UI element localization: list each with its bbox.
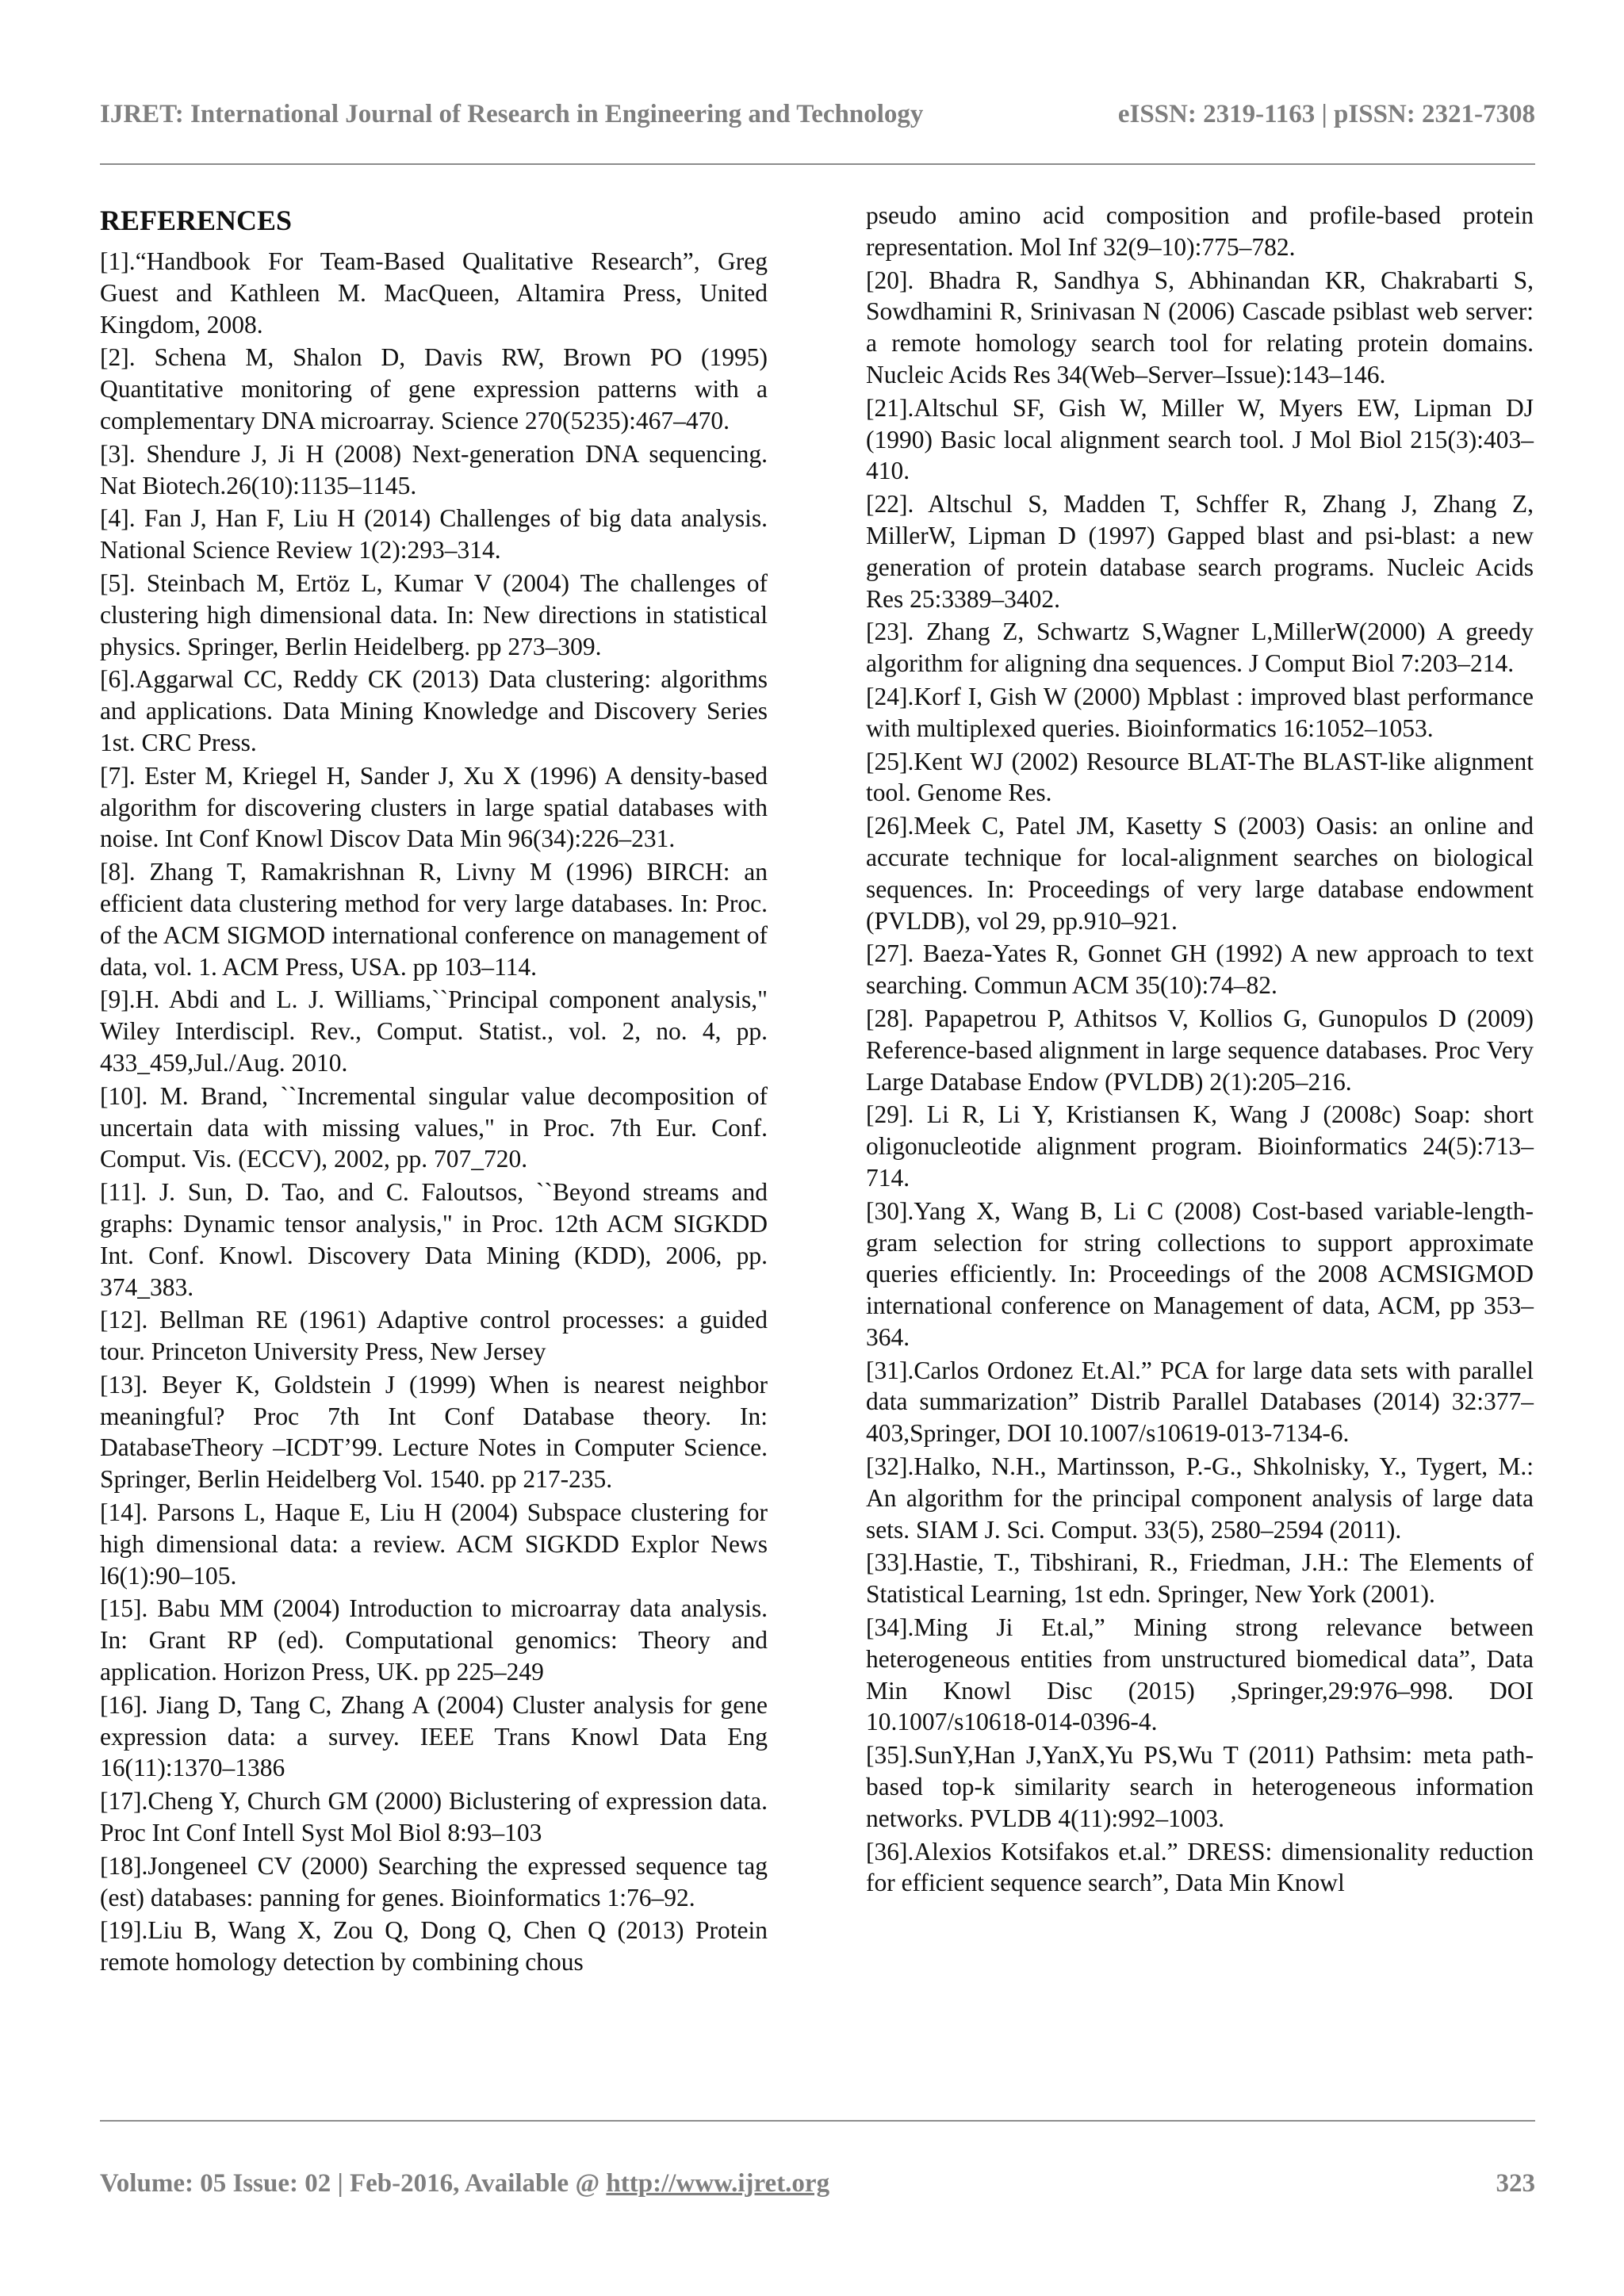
reference-entry: [35].SunY,Han J,YanX,Yu PS,Wu T (2011) Pathsim: meta path-based top-k similarity search in heterogeneous information networks. PVLDB 4(11):992–1003. (866, 1741, 1534, 1832)
references-column-right (866, 200, 1534, 1900)
reference-entry: [2]. Schena M, Shalon D, Davis RW, Brown PO (1995) Quantitative monitoring of gene expression patterns with a complementary DNA microarray. Science 270(5235):467–470. (100, 343, 768, 434)
reference-entry: [28]. Papapetrou P, Athitsos V, Kollios G, Gunopulos D (2009) Reference-based alignment in large sequence databases. Proc Very Large Database Endow (PVLDB) 2(1):205–216. (866, 1004, 1534, 1096)
reference-entry: [29]. Li R, Li Y, Kristiansen K, Wang J (2008c) Soap: short oligonucleotide alignment program. Bioinformatics 24(5):713–714. (866, 1100, 1534, 1192)
reference-entry: [22]. Altschul S, Madden T, Schffer R, Zhang J, Zhang Z, MillerW, Lipman D (1997) Gapped blast and psi-blast: a new generation of protein database search programs. Nucleic Acids Res 25:3389–3402. (866, 490, 1534, 613)
header-divider (100, 163, 1535, 165)
page-header (100, 94, 1535, 138)
reference-entry: [19].Liu B, Wang X, Zou Q, Dong Q, Chen Q (2013) Protein remote homology detection by combining chous (100, 1916, 768, 1976)
reference-entry: [21].Altschul SF, Gish W, Miller W, Myers EW, Lipman DJ (1990) Basic local alignment search tool. J Mol Biol 215(3):403–410. (866, 393, 1534, 485)
references-column-left (100, 200, 768, 1980)
volume-info (100, 2169, 829, 2198)
reference-entry: [15]. Babu MM (2004) Introduction to microarray data analysis. In: Grant RP (ed). Computational genomics: Theory and application. Horizon Press, UK. pp 225–249 (100, 1594, 768, 1686)
volume-text: Volume: 05 Issue: 02 | Feb-2016, Available @ (100, 2169, 607, 2198)
reference-entry: [12]. Bellman RE (1961) Adaptive control processes: a guided tour. Princeton University Press, New Jersey (100, 1306, 768, 1366)
section-heading: REFERENCES (100, 205, 293, 236)
reference-entry: [8]. Zhang T, Ramakrishnan R, Livny M (1996) BIRCH: an efficient data clustering method for very large databases. In: Proc. of the ACM SIGMOD international conference on management of data, vol. 1. ACM Press, USA. pp 103–114. (100, 858, 768, 981)
reference-entry: [33].Hastie, T., Tibshirani, R., Friedman, J.H.: The Elements of Statistical Learning, 1st edn. Springer, New York (2001). (866, 1548, 1534, 1609)
reference-entry: [26].Meek C, Patel JM, Kasetty S (2003) Oasis: an online and accurate technique for local-alignment searches on biological sequences. In: Proceedings of very large database endowment (PVLDB), vol 29, pp.910–921. (866, 812, 1534, 935)
page-number: 323 (1496, 2169, 1535, 2198)
reference-entry: [17].Cheng Y, Church GM (2000) Biclustering of expression data. Proc Int Conf Intell Syst Mol Biol 8:93–103 (100, 1787, 768, 1847)
reference-entry: [27]. Baeza-Yates R, Gonnet GH (1992) A new approach to text searching. Commun ACM 35(10):74–82. (866, 939, 1534, 1000)
reference-entry: [23]. Zhang Z, Schwartz S,Wagner L,MillerW(2000) A greedy algorithm for aligning dna sequences. J Comput Biol 7:203–214. (866, 618, 1534, 678)
reference-entry: [18].Jongeneel CV (2000) Searching the expressed sequence tag (est) databases: panning for genes. Bioinformatics 1:76–92. (100, 1851, 768, 1911)
reference-entry: [36].Alexios Kotsifakos et.al.” DRESS: dimensionality reduction for efficient sequence search”, Data Min Knowl (866, 1837, 1534, 1897)
page-footer (100, 2169, 1535, 2209)
reference-entry: [34].Ming Ji Et.al,” Mining strong relevance between heterogeneous entities from unstructured biomedical data”, Data Min Knowl Disc (2015) ,Springer,29:976–998. DOI 10.1007/s10618-014-0396-4. (866, 1613, 1534, 1736)
reference-entry: [3]. Shendure J, Ji H (2008) Next-generation DNA sequencing. Nat Biotech.26(10):1135–1145. (100, 439, 768, 499)
footer-divider (100, 2120, 1535, 2122)
reference-entry: [11]. J. Sun, D. Tao, and C. Faloutsos, ``Beyond streams and graphs: Dynamic tensor analysis," in Proc. 12th ACM SIGKDD Int. Conf. Knowl. Discovery Data Mining (KDD), 2006, pp. 374_383. (100, 1178, 768, 1301)
reference-entry: [1].“Handbook For Team-Based Qualitative Research”, Greg Guest and Kathleen M. MacQueen, Altamira Press, United Kingdom, 2008. (100, 247, 768, 339)
reference-entry: [7]. Ester M, Kriegel H, Sander J, Xu X (1996) A density-based algorithm for discovering clusters in large spatial databases with noise. Int Conf Knowl Discov Data Min 96(34):226–231. (100, 761, 768, 853)
reference-entry: [5]. Steinbach M, Ertöz L, Kumar V (2004) The challenges of clustering high dimensional data. In: New directions in statistical physics. Springer, Berlin Heidelberg. pp 273–309. (100, 568, 768, 660)
reference-entry: [25].Kent WJ (2002) Resource BLAT-The BLAST-like alignment tool. Genome Res. (866, 747, 1534, 807)
journal-title: IJRET: International Journal of Research in Engineering and Technology (100, 100, 924, 128)
reference-entry: [9].H. Abdi and L. J. Williams,``Principal component analysis," Wiley Interdiscipl. Rev., Comput. Statist., vol. 2, no. 4, pp. 433_459,Jul./Aug. 2010. (100, 985, 768, 1077)
reference-entry: pseudo amino acid composition and profile-based protein representation. Mol Inf 32(9–10):775–782. (866, 201, 1534, 261)
reference-entry: [6].Aggarwal CC, Reddy CK (2013) Data clustering: algorithms and applications. Data Mining Knowledge and Discovery Series 1st. CRC Press. (100, 665, 768, 756)
reference-entry: [32].Halko, N.H., Martinsson, P.-G., Shkolnisky, Y., Tygert, M.: An algorithm for the principal component analysis of large data sets. SIAM J. Sci. Comput. 33(5), 2580–2594 (2011). (866, 1452, 1534, 1544)
issn-line: eISSN: 2319-1163 | pISSN: 2321-7308 (1117, 100, 1535, 128)
reference-entry: [24].Korf I, Gish W (2000) Mpblast : improved blast performance with multiplexed queries. Bioinformatics 16:1052–1053. (866, 682, 1534, 742)
reference-entry: [20]. Bhadra R, Sandhya S, Abhinandan KR, Chakrabarti S, Sowdhamini R, Srinivasan N (2006) Cascade psiblast web server: a remote homology search tool for relating protein domains. Nucleic Acids Res 34(Web–Server–Issue):143–146. (866, 266, 1534, 388)
reference-entry: [30].Yang X, Wang B, Li C (2008) Cost-based variable-length-gram selection for string collections to support approximate queries efficiently. In: Proceedings of the 2008 ACMSIGMOD international conference on Management of data, ACM, pp 353–364. (866, 1196, 1534, 1351)
reference-entry: [13]. Beyer K, Goldstein J (1999) When is nearest neighbor meaningful? Proc 7th Int Conf Database theory. In: DatabaseTheory –ICDT’99. Lecture Notes in Computer Science. Springer, Berlin Heidelberg Vol. 1540. pp 217-235. (100, 1370, 768, 1494)
reference-entry: [16]. Jiang D, Tang C, Zhang A (2004) Cluster analysis for gene expression data: a survey. IEEE Trans Knowl Data Eng 16(11):1370–1386 (100, 1690, 768, 1782)
reference-entry: [10]. M. Brand, ``Incremental singular value decomposition of uncertain data with missing values," in Proc. 7th Eur. Conf. Comput. Vis. (ECCV), 2002, pp. 707_720. (100, 1081, 768, 1173)
reference-entry: [4]. Fan J, Han F, Liu H (2014) Challenges of big data analysis. National Science Review 1(2):293–314. (100, 504, 768, 564)
reference-entry: [31].Carlos Ordonez Et.Al.” PCA for large data sets with parallel data summarization” Distrib Parallel Databases (2014) 32:377–403,Springer, DOI 10.1007/s10619-013-7134-6. (866, 1356, 1534, 1448)
reference-entry: [14]. Parsons L, Haque E, Liu H (2004) Subspace clustering for high dimensional data: a review. ACM SIGKDD Explor News l6(1):90–105. (100, 1498, 768, 1590)
journal-url-link[interactable]: http://www.ijret.org (606, 2169, 830, 2198)
